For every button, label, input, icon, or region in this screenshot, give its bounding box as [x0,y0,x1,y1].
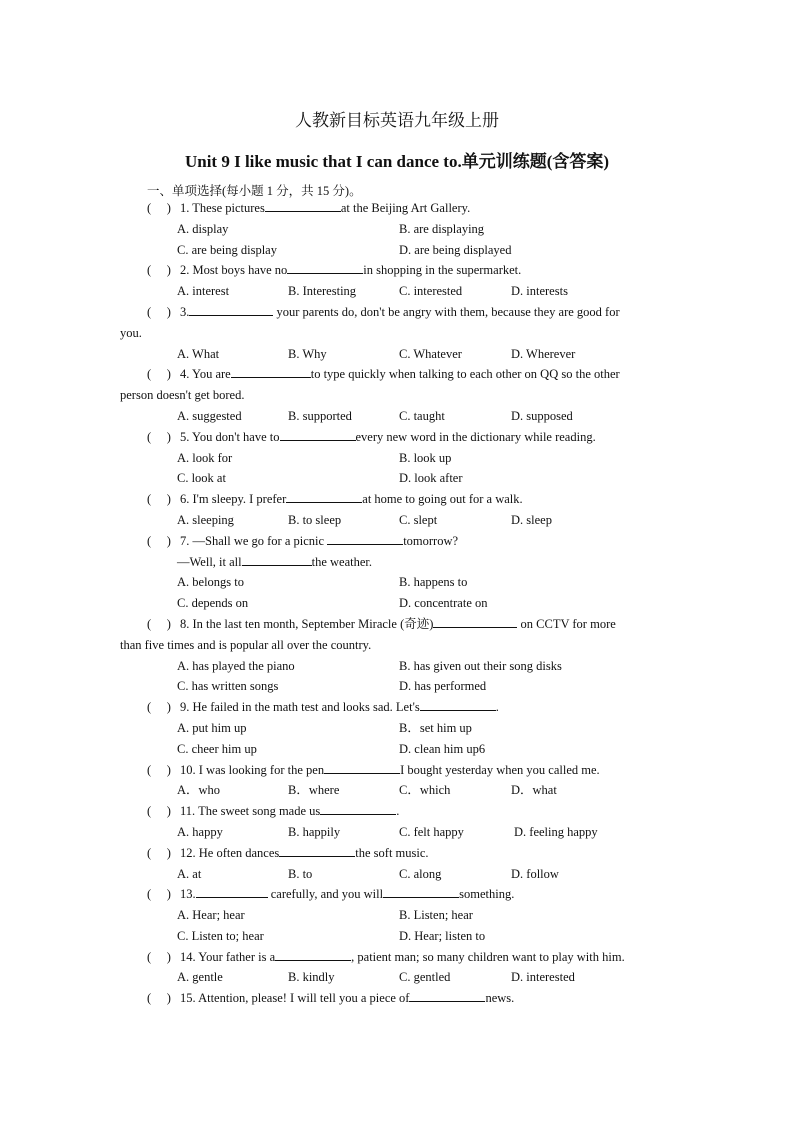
option-a[interactable]: A. What [177,346,220,361]
options-9-row2 [120,739,680,760]
question-number: 13 [180,887,193,902]
options-7-row2 [120,593,680,614]
option-a[interactable]: A. interest [177,284,230,299]
question-3: ( ) 3. your parents do, don't be angry with them, because they are good for [147,304,620,319]
question-number: 10 [180,762,193,777]
option-d[interactable]: D．what [511,783,557,798]
option-c[interactable]: C. taught [399,408,445,423]
options-1-row2 [120,240,680,261]
option-a[interactable]: A. Hear; hear [177,908,245,923]
question-4: ( ) 4. You are to type quickly when talking to each other on QQ so the other [147,367,620,382]
option-d[interactable]: D. feeling happy [514,824,598,839]
options-14 [120,967,680,988]
question-number: 4 [180,367,187,382]
section-heading: 一、单项选择(每小题 1 分，共 15 分)。 [147,184,362,198]
answer-blank[interactable] [275,948,351,961]
option-b[interactable]: B. supported [288,408,352,423]
option-d[interactable]: D. look after [399,471,463,486]
options-1 [120,219,680,240]
option-b[interactable]: B. are displaying [399,221,485,236]
question-number: 11 [180,804,193,819]
question-number: 2 [180,263,187,278]
option-c[interactable]: C. felt happy [399,824,464,839]
option-b[interactable]: B. happily [288,824,341,839]
options-8 [120,656,680,677]
options-10 [120,780,680,801]
option-d[interactable]: D. supposed [511,408,573,423]
option-a[interactable]: A. happy [177,824,223,839]
option-c[interactable]: C. has written songs [177,679,279,694]
option-d[interactable]: D. sleep [511,512,552,527]
answer-blank[interactable] [433,615,517,628]
option-d[interactable]: D. Hear; listen to [399,928,486,943]
option-c[interactable]: C. along [399,866,442,881]
question-number: 6 [180,492,187,507]
option-b[interactable]: B. Listen; hear [399,908,473,923]
document-title: 人教新目标英语九年级上册 [295,111,499,130]
option-a[interactable]: A．who [177,783,221,798]
answer-blank[interactable] [242,553,312,566]
question-5: ( ) 5. You don't have to every new word in the dictionary while reading. [147,429,596,444]
question-15: ( ) 15. Attention, please! I will tell you a piece of news. [147,991,515,1006]
question-11: ( ) 11. The sweet song made us . [147,804,400,819]
answer-blank-2[interactable] [383,885,459,898]
answer-blank[interactable] [279,844,355,857]
option-a[interactable]: A. suggested [177,408,242,423]
question-6: ( ) 6. I'm sleepy. I prefer at home to going out for a walk. [147,492,523,507]
options-2 [120,281,680,302]
option-b[interactable]: B. has given out their song disks [399,658,562,673]
answer-blank[interactable] [189,303,273,316]
question-8-continued: than five times and is popular all over the country. [120,637,372,652]
option-b[interactable]: B. Interesting [288,284,357,299]
options-5-row2 [120,468,680,489]
option-a[interactable]: A. gentle [177,970,223,985]
unit-subtitle: Unit 9 I like music that I can dance to.单元训练题(含答案) [184,152,610,171]
options-4 [120,406,680,427]
option-c[interactable]: C. slept [399,512,438,527]
option-c[interactable]: C. Listen to; hear [177,928,264,943]
question-number: 8 [180,616,187,631]
question-8: ( ) 8. In the last ten month, September Miracle (奇迹) on CCTV for more [147,616,616,631]
option-a[interactable]: A. at [177,866,202,881]
option-b[interactable]: B. look up [399,450,452,465]
answer-blank[interactable] [265,199,341,212]
question-number: 1 [180,201,187,215]
question-number: 7 [180,533,187,548]
option-a[interactable]: A. display [177,221,229,236]
option-d[interactable]: D. follow [511,866,559,881]
question-7-reply: —Well, it all the weather. [177,554,372,569]
options-8-row2 [120,676,680,697]
options-6 [120,510,680,531]
option-d[interactable]: D. interests [511,284,568,299]
question-4-continued: person doesn't get bored. [120,388,245,403]
question-number: 9 [180,700,187,715]
answer-blank[interactable] [324,761,400,774]
options-13 [120,905,680,926]
question-list [120,198,680,1009]
question-number: 5 [180,429,187,444]
option-a[interactable]: A. look for [177,450,233,465]
answer-blank[interactable] [196,885,268,898]
question-number: 3 [180,304,187,319]
question-number: 15 [180,991,193,1006]
question-10: ( ) 10. I was looking for the pen I bought yesterday when you called me. [147,762,600,777]
option-c[interactable]: C. interested [399,284,463,299]
option-d[interactable]: D. Wherever [511,346,576,361]
question-3-continued: you. [120,325,142,340]
options-3 [120,344,680,365]
option-c[interactable]: C. Whatever [399,346,462,361]
option-b[interactable]: B. happens to [399,575,468,590]
answer-blank[interactable] [280,428,356,441]
answer-blank[interactable] [286,490,362,503]
option-a[interactable]: A. has played the piano [177,658,295,673]
question-1: ( ) 1. These pictures at the Beijing Art Gallery. [147,201,471,215]
question-number: 12 [180,845,193,860]
question-12: ( ) 12. He often dances the soft music. [147,845,429,860]
options-5 [120,448,680,469]
options-13-row2 [120,926,680,947]
option-c[interactable]: C. gentled [399,970,451,985]
option-d[interactable]: D. interested [511,970,575,985]
option-b[interactable]: B. to sleep [288,512,342,527]
option-a[interactable]: A. put him up [177,720,247,735]
options-7 [120,572,680,593]
option-d[interactable]: D. concentrate on [399,596,488,611]
answer-blank[interactable] [320,802,396,815]
question-number: 14 [180,949,193,964]
option-b[interactable]: B. kindly [288,970,335,985]
option-b[interactable]: B. to [288,866,313,881]
option-b[interactable]: B. Why [288,346,327,361]
answer-blank[interactable] [327,532,403,545]
option-c[interactable]: C. look at [177,471,226,486]
option-c[interactable]: C. depends on [177,596,249,611]
answer-blank[interactable] [420,698,496,711]
options-11 [120,822,680,843]
question-7: ( ) 7. —Shall we go for a picnic tomorrow? [147,533,459,548]
question-2: ( ) 2. Most boys have no in shopping in the supermarket. [147,263,522,278]
option-c[interactable]: C. are being display [177,242,277,257]
question-14: ( ) 14. Your father is a , patient man; so many children want to play with him. [147,949,625,964]
question-13: ( ) 13. carefully, and you will something. [147,887,515,902]
option-c[interactable]: C．which [399,783,451,798]
option-c[interactable]: C. cheer him up [177,741,257,756]
option-d[interactable]: D. clean him up6 [399,741,486,756]
option-a[interactable]: A. sleeping [177,512,234,527]
option-d[interactable]: D. are being displayed [399,242,512,257]
answer-blank[interactable] [231,365,311,378]
answer-blank[interactable] [409,989,485,1002]
options-12 [120,864,680,885]
question-9: ( ) 9. He failed in the math test and looks sad. Let's . [147,700,499,715]
answer-blank[interactable] [287,261,363,274]
option-a[interactable]: A. belongs to [177,575,245,590]
option-d[interactable]: D. has performed [399,679,487,694]
options-9 [120,718,680,739]
option-b[interactable]: B．set him up [399,720,472,735]
option-b[interactable]: B．where [288,783,340,798]
